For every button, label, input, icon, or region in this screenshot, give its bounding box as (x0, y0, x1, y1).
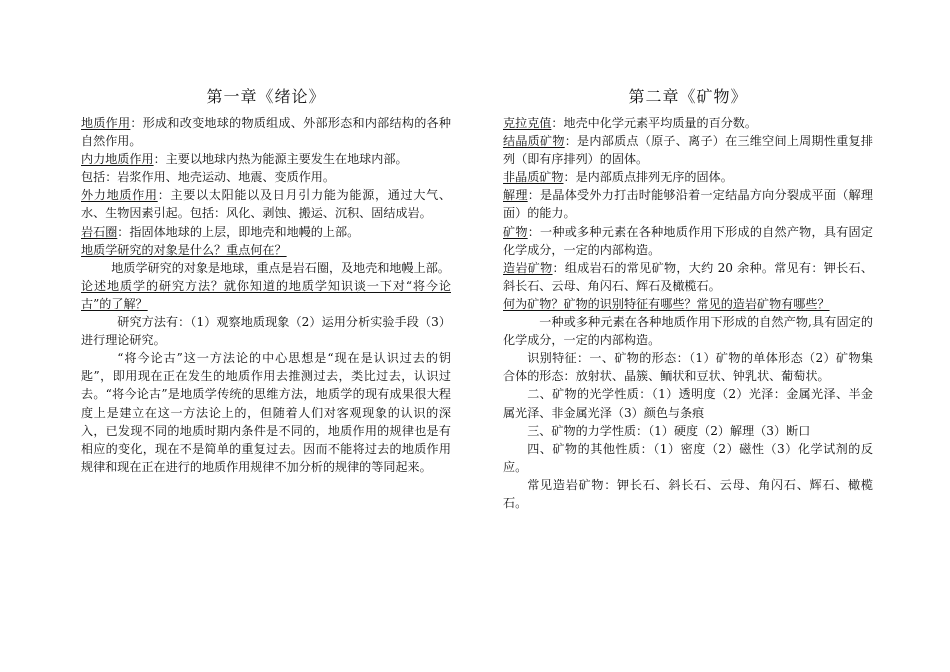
term: 非晶质矿物 (503, 170, 564, 185)
definition-text: ：一种或多种元素在各种地质作用下形成的自然产物，具有固定化学成分，一定的内部构造。 (503, 224, 873, 257)
paragraph: 三、矿物的力学性质：（1）硬度（2）解理（3）断口 (527, 423, 811, 438)
question (81, 277, 451, 313)
definition-text: ：组成岩石的常见矿物，大约 20 余种。常见有：钾长石、斜长石、云母、角闪石、辉石及橄榄石。 (503, 260, 873, 293)
definition-rock-forming-mineral (503, 259, 873, 295)
paragraph: 二、矿物的光学性质：（1）透明度（2）光泽：金属光泽、半金属光泽、非金属光泽（3）颜色与条痕 (503, 387, 873, 420)
term: 造岩矿物 (503, 260, 553, 275)
definition-text: ：主要以地球内热为能源主要发生在地球内部。 (153, 152, 408, 167)
term: 岩石圈 (81, 224, 118, 239)
paragraph: 一种或多种元素在各种地质作用下形成的自然产物,具有固定的化学成分，一定的内部构造。 (503, 315, 873, 348)
chapter-2-title: 第二章《矿物》 (628, 87, 748, 106)
definition-cleavage (503, 186, 873, 222)
definition-text: ：是晶体受外力打击时能够沿着一定结晶方向分裂成平面（解理面）的能力。 (503, 188, 873, 221)
definition-internal-process (81, 150, 451, 168)
paragraph: 地质学研究的对象是地球，重点是岩石圈，及地壳和地幔上部。 (111, 260, 450, 275)
definition-lithosphere (81, 223, 451, 241)
term: 结晶质矿物 (503, 134, 565, 149)
paragraph: 四、矿物的其他性质：（1）密度（2）磁性（3）化学试剂的反应。 (503, 441, 873, 474)
paragraph: 识别特征：一、矿物的形态：（1）矿物的单体形态（2）矿物集合体的形态：放射状、晶簇、鲕状和豆状、钟乳状、葡萄状。 (503, 351, 873, 384)
chapter-1-title: 第一章《绪论》 (206, 87, 326, 106)
chapter-1-body (81, 114, 451, 476)
definition-mineral (503, 223, 873, 259)
definition-crystalline-mineral (503, 132, 873, 168)
question-text: 地质学研究的对象是什么？重点何在？ (81, 242, 287, 257)
definition-text: ：形成和改变地球的物质组成、外部形态和内部结构的各种自然作用。 (81, 116, 451, 149)
definition-external-process (81, 186, 451, 222)
paragraph: 研究方法有：（1）观察地质现象（2）运用分析实验手段（3）进行理论研究。 (81, 315, 451, 348)
question (81, 241, 451, 259)
term: 解理 (503, 188, 528, 203)
definition-text: ：是内部质点（原子、离子）在三维空间上周期性重复排列（即有序排列）的固体。 (503, 134, 873, 167)
definition-text: ：指固体地球的上层，即地壳和地幔的上部。 (117, 224, 360, 239)
definition-text: ：主要以太阳能以及日月引力能为能源，通过大气、水、生物因素引起。包括：风化、剥蚀、搬运、沉积、固结成岩。 (81, 188, 451, 221)
question-text: 何为矿物？矿物的识别特征有哪些？常见的造岩矿物有哪些？ (503, 296, 830, 311)
term: 外力地质作用 (81, 188, 158, 203)
term: 矿物 (503, 224, 528, 239)
definition-clarke-value (503, 114, 873, 132)
definition-text: ：地壳中化学元素平均质量的百分数。 (551, 116, 757, 130)
definition-amorphous-mineral (503, 168, 873, 186)
paragraph: 包括：岩浆作用、地壳运动、地震、变质作用。 (81, 170, 335, 185)
definition-geological-process (81, 114, 451, 150)
question (503, 295, 873, 313)
question-text: 论述地质学的研究方法？就你知道的地质学知识谈一下对“将今论古”的了解？ (81, 278, 451, 311)
term: 克拉克值 (503, 116, 552, 130)
definition-text: ：是内部质点排列无序的固体。 (563, 170, 733, 185)
paragraph: 常见造岩矿物：钾长石、斜长石、云母、角闪石、辉石、橄榄石。 (503, 477, 873, 510)
term: 内力地质作用 (81, 152, 154, 167)
paragraph: “将今论古”这一方法论的中心思想是“现在是认识过去的钥匙”，即用现在正在发生的地质作用去推测过去，类比过去，认识过去。“将今论古”是地质学传统的思维方法，地质学的现有成果很大程度上是建立在这一方法论上的，但随着人们对客观现象的认识的深入，已发现不同的地质时期内条件是不同的，地质作用的规律也是有相应的变化，现在不是简单的重复过去。因而不能将过去的地质作用规律和现在正在进行的地质作用规律不加分析的规律的等同起来。 (81, 351, 451, 474)
term: 地质作用 (81, 116, 131, 130)
chapter-2-body (503, 114, 873, 512)
